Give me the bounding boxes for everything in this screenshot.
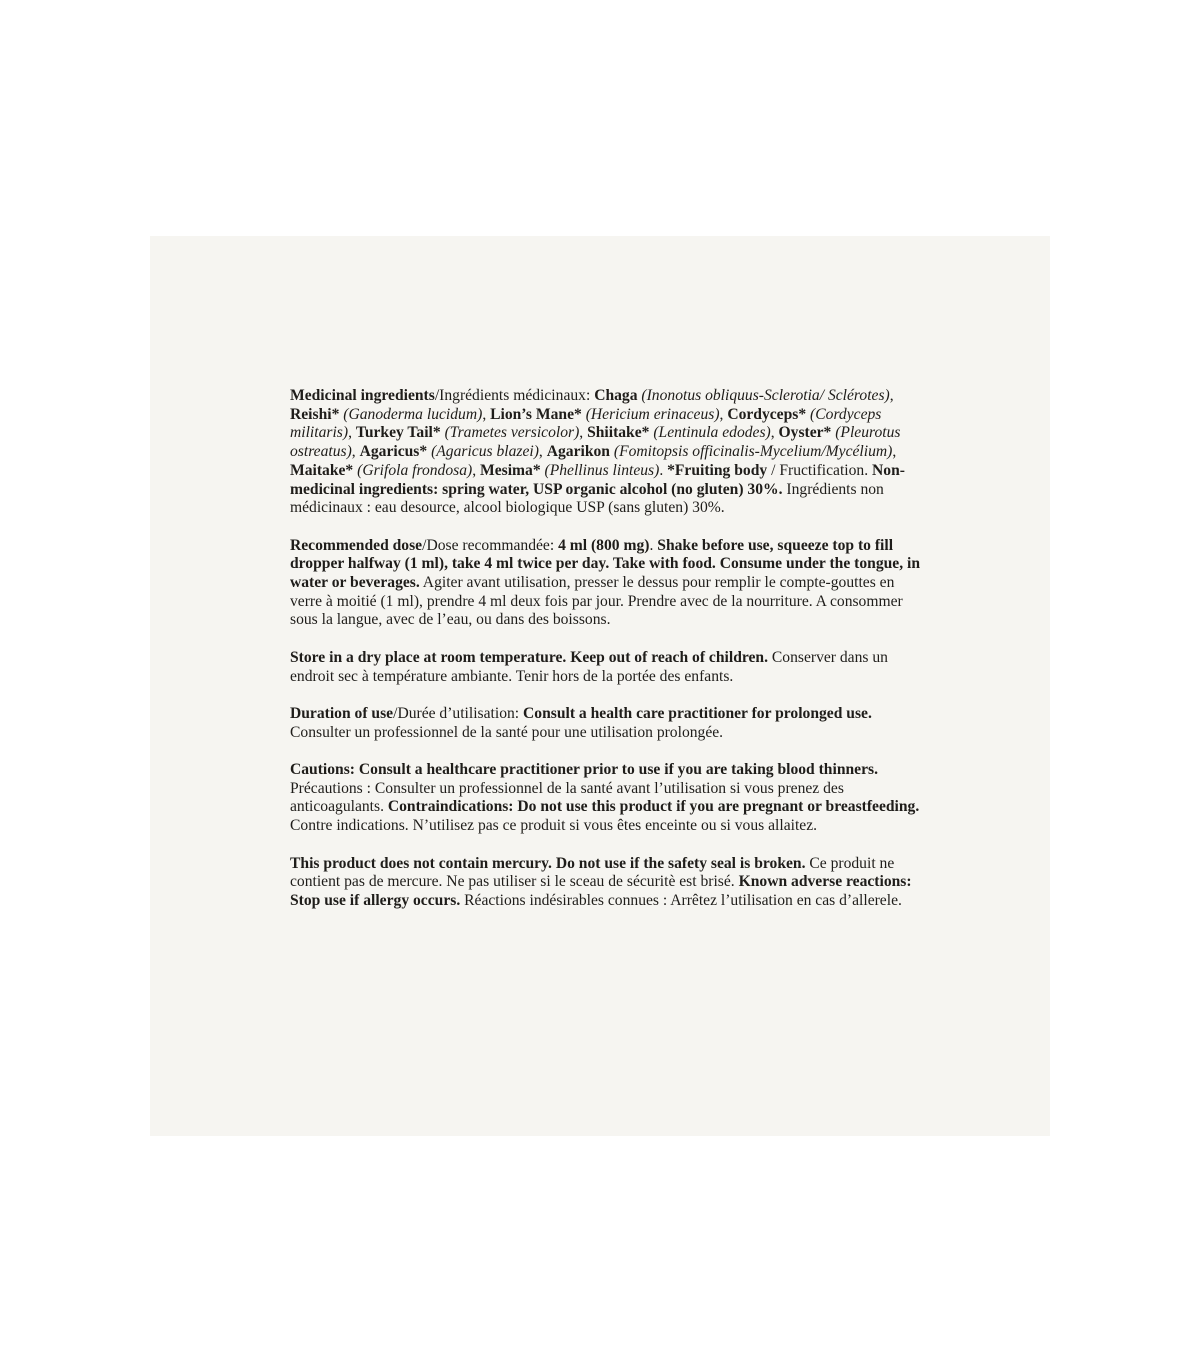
- storage-instructions-fr: Conserver dans un endroit sec à température ambiante. Tenir hors de la portée des enfants.: [290, 648, 888, 685]
- separator: ,: [889, 387, 894, 404]
- label-text-block: [290, 387, 920, 929]
- separator: ,: [719, 405, 728, 423]
- contraindications-text: Contraindications: Do not use this product if you are pregnant or breastfeeding.: [387, 798, 920, 816]
- separator: ,: [579, 424, 588, 442]
- dose-amount: 4 ml (800 mg): [558, 536, 650, 554]
- label-panel: [150, 236, 1050, 1136]
- ingredient-name: Chaga: [594, 387, 638, 404]
- ingredients-heading-fr: /Ingrédients médicinaux:: [434, 387, 595, 404]
- separator: ,: [348, 424, 356, 442]
- ingredient-name: Maitake*: [290, 461, 354, 479]
- ingredient-latin: (Phellinus linteus): [540, 461, 660, 479]
- ingredient-latin: (Trametes versicolor): [440, 424, 580, 442]
- duration-heading-fr: /Durée d’utilisation:: [393, 704, 524, 722]
- duration-text-fr: Consulter un professionnel de la santé pour une utilisation prolongée.: [290, 723, 724, 741]
- duration-paragraph: [290, 705, 920, 742]
- duration-text: Consult a health care practitioner for prolonged use.: [523, 704, 872, 722]
- fruiting-body-note-fr: / Fructification.: [767, 461, 873, 479]
- adverse-reactions: Known adverse reactions: Stop use if allergy occurs.: [290, 873, 912, 909]
- duration-heading: Duration of use: [290, 704, 394, 722]
- separator: ,: [770, 424, 779, 442]
- ingredients-heading: Medicinal ingredients: [290, 387, 435, 404]
- dose-directions-fr: Agiter avant utilisation, presser le dessus pour remplir le compte-gouttes en verre à moitié (1 ml), prendre 4 ml deux fois par jour. Prendre avec de la nourriture. A consommer sous la langue, avec de l’eau, ou dans des boissons.: [290, 574, 903, 629]
- storage-instructions: Store in a dry place at room temperature. Keep out of reach of children.: [290, 648, 768, 666]
- dose-heading: Recommended dose: [290, 536, 423, 554]
- non-medicinal-ingredients-fr: Ingrédients non médicinaux : eau desource, alcool biologique USP (sans gluten) 30%.: [290, 480, 884, 517]
- ingredient-latin: (Inonotus obliquus-Sclerotia/ Sclérotes): [637, 387, 890, 404]
- separator: ,: [892, 443, 897, 461]
- fruiting-body-note: *Fruiting body: [667, 461, 768, 479]
- separator: ,: [351, 443, 360, 461]
- mercury-statement: This product does not contain mercury. Do not use if the safety seal is broken.: [290, 854, 806, 872]
- ingredient-latin: (Lentinula edodes): [649, 424, 771, 442]
- separator: ,: [472, 461, 481, 479]
- ingredients-paragraph: [290, 387, 920, 518]
- ingredient-latin: (Fomitopsis officinalis-Mycelium/Mycélium): [609, 443, 893, 461]
- ingredient-name: Agarikon: [546, 443, 610, 461]
- dose-heading-fr: /Dose recommandée:: [422, 536, 559, 554]
- separator: ,: [482, 405, 491, 423]
- ingredient-latin: (Pleurotus ostreatus): [290, 424, 901, 461]
- separator: .: [649, 536, 658, 554]
- mercury-statement-fr: Ce produit ne contient pas de mercure. Ne pas utiliser si le sceau de sécuritè est brisé.: [290, 854, 895, 891]
- ingredient-name: Reishi*: [290, 405, 340, 423]
- storage-paragraph: [290, 649, 920, 686]
- cautions-text: Cautions: Consult a healthcare practitioner prior to use if you are taking blood thinners.: [290, 761, 878, 778]
- mercury-paragraph: [290, 855, 920, 911]
- ingredient-name: Lion’s Mane*: [490, 405, 582, 423]
- non-medicinal-ingredients: Non-medicinal ingredients: spring water, USP organic alcohol (no gluten) 30%.: [290, 461, 905, 498]
- ingredient-name: Oyster*: [778, 424, 832, 442]
- ingredient-latin: (Cordyceps militaris): [290, 405, 882, 442]
- cautions-paragraph: [290, 761, 920, 836]
- separator: ,: [538, 443, 547, 461]
- ingredient-latin: (Agaricus blazei): [427, 443, 539, 461]
- adverse-reactions-fr: Réactions indésirables connues : Arrêtez l’utilisation en cas d’allerele.: [460, 891, 902, 909]
- separator: .: [659, 461, 668, 479]
- ingredient-name: Shiitake*: [587, 424, 650, 442]
- ingredient-name: Agaricus*: [359, 443, 428, 461]
- dose-directions: Shake before use, squeeze top to fill dropper halfway (1 ml), take 4 ml twice per day. Take with food. Consume under the tongue, in water or beverages.: [290, 536, 921, 592]
- dose-paragraph: [290, 537, 920, 631]
- ingredient-latin: (Grifola frondosa): [353, 461, 473, 479]
- ingredient-latin: (Ganoderma lucidum): [339, 405, 483, 423]
- cautions-text-fr: Précautions : Consulter un professionnel de la santé avant l’utilisation si vous prenez des anticoagulants.: [290, 779, 844, 816]
- contraindications-text-fr: Contre indications. N’utilisez pas ce produit si vous êtes enceinte ou si vous allaitez.: [290, 817, 818, 835]
- ingredient-name: Cordyceps*: [727, 405, 807, 423]
- ingredient-name: Mesima*: [480, 461, 541, 479]
- ingredient-latin: (Hericium erinaceus): [581, 405, 720, 423]
- ingredient-name: Turkey Tail*: [355, 424, 441, 442]
